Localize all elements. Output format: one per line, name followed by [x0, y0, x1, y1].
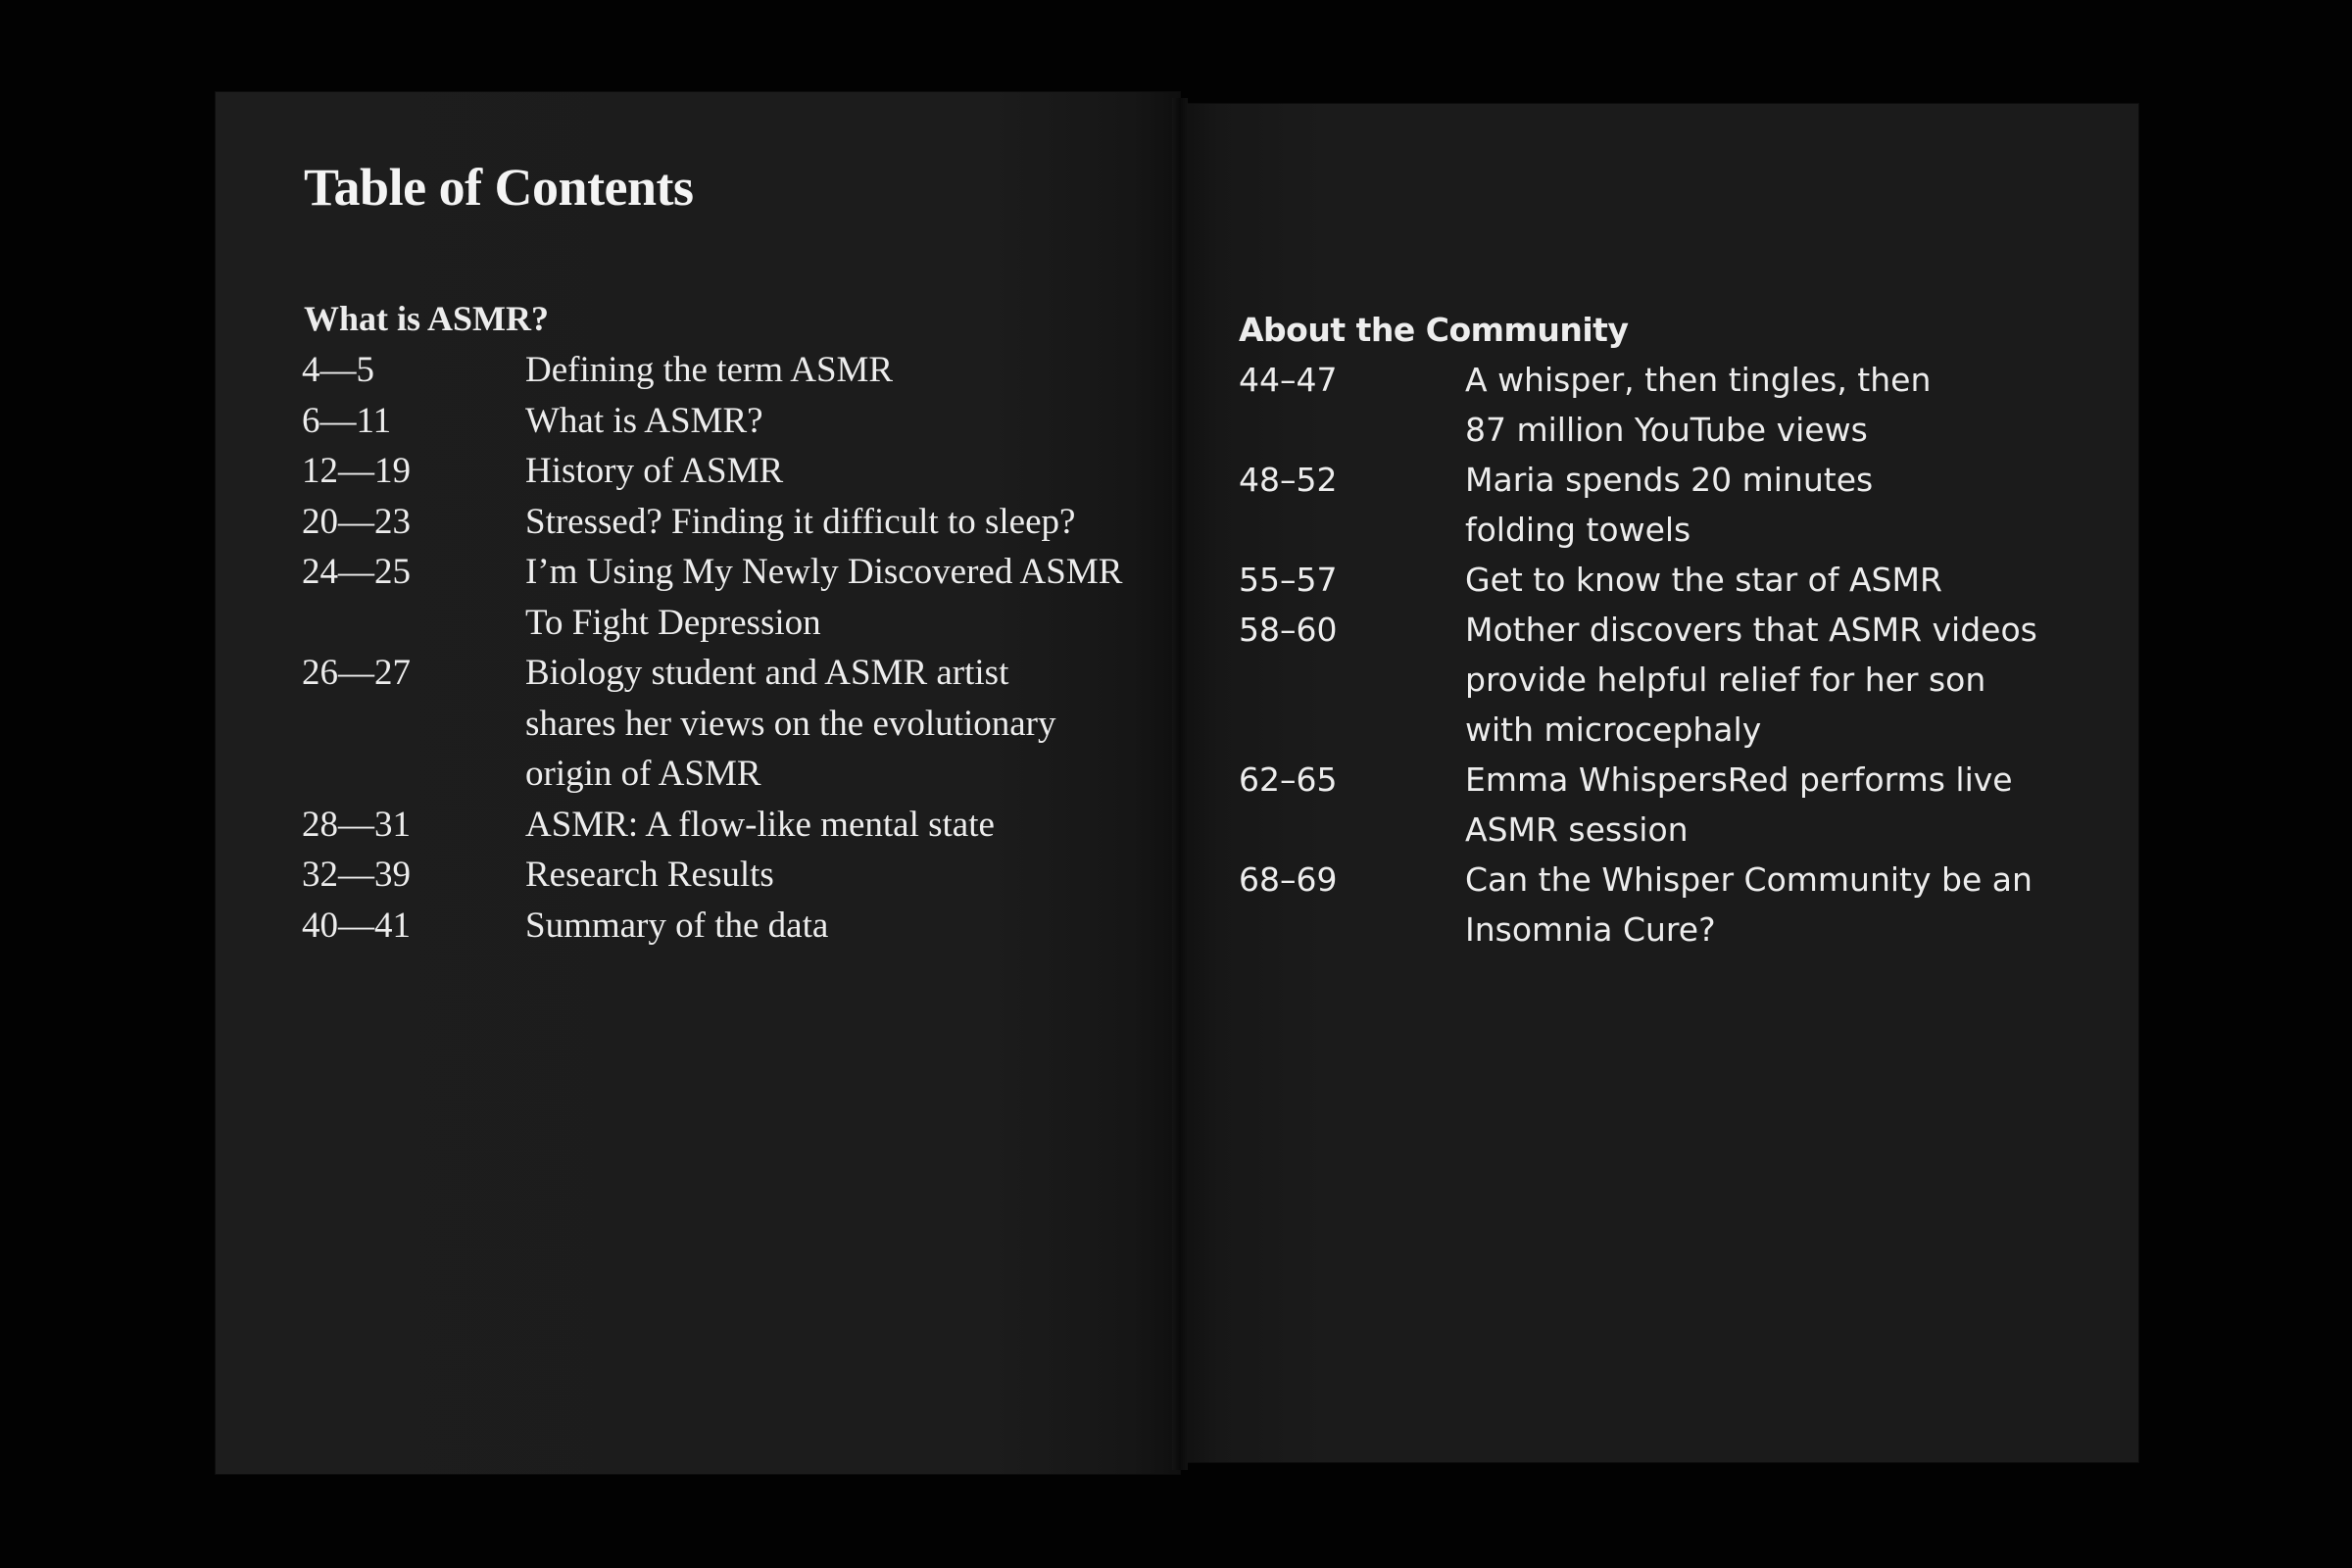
- toc-entry: [1239, 755, 2121, 855]
- toc-entry: [1239, 855, 2121, 955]
- page-range: 58–60: [1239, 611, 1338, 649]
- entry-title: I’m Using My Newly Discovered ASMR To Fight Depression: [525, 552, 1123, 643]
- toc-entry: [302, 850, 1145, 901]
- page-range: 68–69: [1239, 860, 1338, 899]
- entry-title: ASMR: A flow-like mental state: [525, 804, 995, 845]
- toc-entry: [1239, 605, 2121, 755]
- toc-entry: [302, 901, 1145, 952]
- page-range: 55–57: [1239, 561, 1338, 599]
- page-range: 28—31: [302, 804, 411, 845]
- section-heading: About the Community: [1239, 311, 1629, 349]
- entry-title: Can the Whisper Community be an Insomnia Cure?: [1465, 860, 2033, 949]
- toc-entry: [302, 345, 1145, 396]
- binding-gutter: [1172, 98, 1188, 1470]
- page-range: 4—5: [302, 350, 374, 390]
- page-range: 20—23: [302, 501, 411, 542]
- page-range: 44–47: [1239, 361, 1338, 399]
- entry-title: Summary of the data: [525, 905, 829, 946]
- entry-title: Stressed? Finding it difficult to sleep?: [525, 501, 1076, 542]
- page-range: 6—11: [302, 400, 392, 441]
- toc-entry: [302, 396, 1145, 447]
- entry-title: Get to know the star of ASMR: [1465, 561, 1942, 599]
- toc-section-what-is-asmr: [302, 296, 1145, 951]
- page-range: 62–65: [1239, 760, 1338, 799]
- entry-title: Defining the term ASMR: [525, 350, 894, 390]
- toc-entry: [1239, 355, 2121, 455]
- entry-title: History of ASMR: [525, 451, 784, 491]
- toc-entry: [302, 648, 1145, 800]
- toc-entry: [1239, 455, 2121, 555]
- page-range: 12—19: [302, 451, 411, 491]
- toc-section-about-the-community: [1239, 308, 2121, 955]
- entry-title: What is ASMR?: [525, 400, 763, 441]
- page-range: 26—27: [302, 653, 411, 693]
- toc-entry: [1239, 555, 2121, 605]
- toc-entry: [302, 800, 1145, 851]
- entry-title: Emma WhispersRed performs live ASMR session: [1465, 760, 2013, 849]
- entry-title: Mother discovers that ASMR videos provide helpful relief for her son with microcephaly: [1465, 611, 2037, 749]
- toc-entry: [302, 547, 1145, 648]
- entry-title: Maria spends 20 minutes folding towels: [1465, 461, 1874, 549]
- entry-title: Biology student and ASMR artist shares her views on the evolutionary origin of ASMR: [525, 653, 1056, 794]
- page-range: 40—41: [302, 905, 411, 946]
- toc-entry: [302, 497, 1145, 548]
- page-range: 32—39: [302, 855, 411, 895]
- section-heading: What is ASMR?: [304, 299, 550, 338]
- page-title: Table of Contents: [304, 158, 694, 217]
- page-range: 24—25: [302, 552, 411, 592]
- entry-title: A whisper, then tingles, then 87 million YouTube views: [1465, 361, 1932, 449]
- page-range: 48–52: [1239, 461, 1338, 499]
- entry-title: Research Results: [525, 855, 774, 895]
- toc-entry: [302, 446, 1145, 497]
